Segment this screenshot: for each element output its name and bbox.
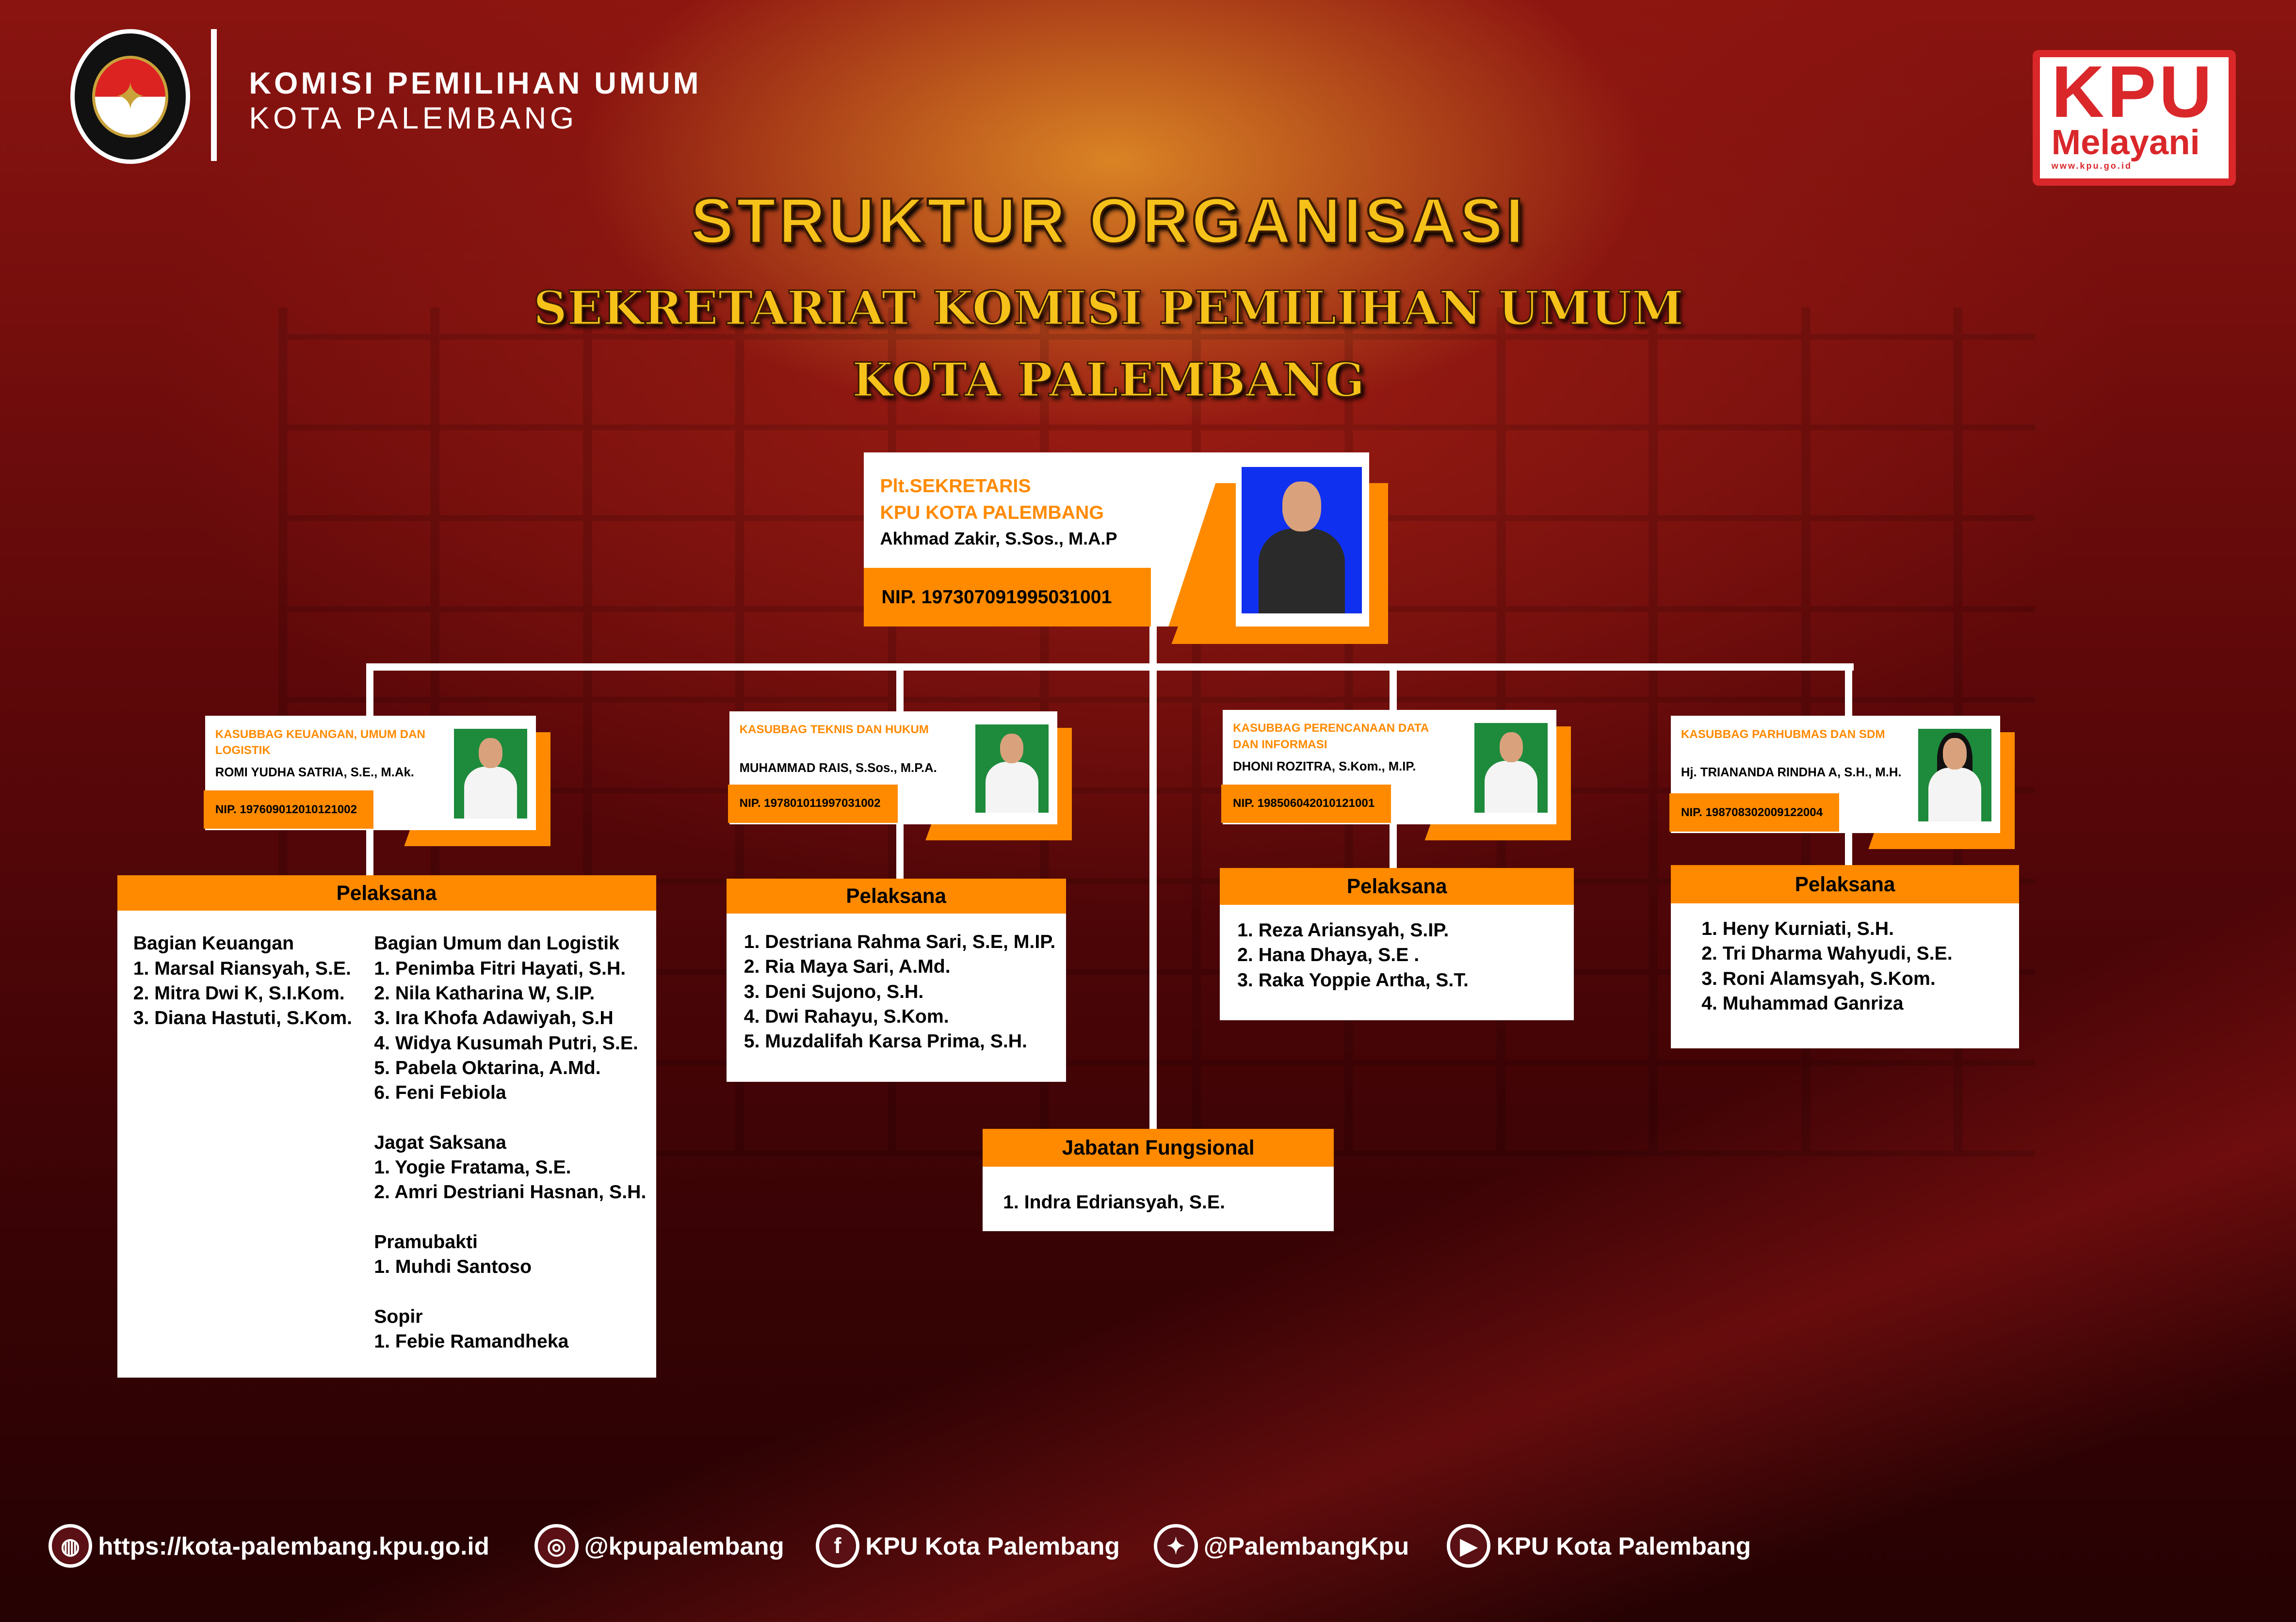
twitter-icon: ✦ <box>1154 1524 1198 1568</box>
footer-link-text: @kpupalembang <box>584 1532 784 1560</box>
footer-link-text: https://kota-palembang.kpu.go.id <box>98 1532 489 1560</box>
list-item: 3. Diana Hastuti, S.Kom. <box>133 1007 352 1029</box>
list-item: 1. Heny Kurniati, S.H. <box>1701 917 1894 939</box>
youtube-icon: ▶ <box>1447 1524 1491 1568</box>
subunit-photo <box>1469 717 1553 818</box>
footer-link[interactable] <box>816 1524 1120 1568</box>
footer-link[interactable] <box>534 1524 784 1568</box>
connector <box>1149 622 1157 1130</box>
list-item: 4. Muhammad Ganriza <box>1701 992 1904 1014</box>
kpu-emblem-logo <box>70 29 191 164</box>
list-item: Jagat Saksana <box>374 1131 506 1153</box>
pelaksana-list <box>117 911 656 1378</box>
list-item: 1. Yogie Fratama, S.E. <box>374 1156 571 1178</box>
subunit-role: KASUBBAG TEKNIS DAN HUKUM <box>739 723 929 737</box>
list-column <box>374 931 646 1378</box>
list-item: 1. Febie Ramandheka <box>374 1331 569 1352</box>
list-item: 1. Destriana Rahma Sari, S.E, M.IP. <box>744 931 1056 953</box>
pelaksana-header: Pelaksana <box>727 879 1066 914</box>
kpu-melayani-logo <box>2033 50 2236 186</box>
head-role: Plt.SEKRETARIS <box>880 475 1031 497</box>
list-item: 3. Ira Khofa Adawiyah, S.H <box>374 1007 614 1029</box>
footer-link[interactable] <box>1447 1524 1751 1568</box>
pelaksana-list <box>727 914 1066 1082</box>
header-divider <box>211 29 217 161</box>
subunit-name: Hj. TRIANANDA RINDHA A, S.H., M.H. <box>1681 766 1902 779</box>
globe-icon: ◍ <box>49 1524 93 1568</box>
badge-melayani: Melayani <box>2051 122 2200 162</box>
footer-link-text: KPU Kota Palembang <box>865 1532 1120 1560</box>
subunit-nip: NIP. 198708302009122004 <box>1669 793 1839 832</box>
list-item: Pramubakti <box>374 1231 478 1253</box>
badge-kpu: KPU <box>2051 57 2215 132</box>
page-subtitle-2: KOTA PALEMBANG <box>852 352 1365 407</box>
list-item: Sopir <box>374 1306 423 1328</box>
pelaksana-header: Pelaksana <box>117 875 656 911</box>
subunit-nip: NIP. 197609012010121002 <box>204 790 373 829</box>
pelaksana-header: Pelaksana <box>1671 865 2020 903</box>
list-item: 6. Feni Febiola <box>374 1082 506 1104</box>
head-photo <box>1236 461 1368 619</box>
footer-link-text: @PalembangKpu <box>1203 1532 1409 1560</box>
list-item: 2. Mitra Dwi K, S.I.Kom. <box>133 982 345 1004</box>
fungsional-list <box>983 1167 1334 1231</box>
list-item: 2. Ria Maya Sari, A.Md. <box>744 956 951 978</box>
list-item: 2. Amri Destriani Hasnan, S.H. <box>374 1181 647 1203</box>
list-item: 3. Roni Alamsyah, S.Kom. <box>1701 967 1936 989</box>
head-name: Akhmad Zakir, S.Sos., M.A.P <box>880 528 1117 548</box>
page-subtitle-1: SEKRETARIAT KOMISI PEMILIHAN UMUM <box>533 280 1684 336</box>
list-item: 1. Indra Edriansyah, S.E. <box>1003 1191 1225 1213</box>
org-city: KOTA PALEMBANG <box>249 101 578 136</box>
footer-link-text: KPU Kota Palembang <box>1496 1532 1751 1560</box>
subunit-photo <box>970 719 1054 818</box>
subunit-role: KASUBBAG PERENCANAAN DATA DAN INFORMASI <box>1233 722 1429 751</box>
list-item: 1. Muhdi Santoso <box>374 1256 532 1278</box>
subunit-nip: NIP. 197801011997031002 <box>728 785 898 823</box>
list-column <box>133 931 352 1378</box>
facebook-icon: f <box>816 1524 860 1568</box>
org-name: KOMISI PEMILIHAN UMUM <box>249 66 702 100</box>
subunit-name: ROMI YUDHA SATRIA, S.E., M.Ak. <box>215 766 414 779</box>
head-role-unit: KPU KOTA PALEMBANG <box>880 501 1104 523</box>
pelaksana-header: Pelaksana <box>1220 868 1574 905</box>
list-item: 1. Penimba Fitri Hayati, S.H. <box>374 957 626 979</box>
list-item: 4. Dwi Rahayu, S.Kom. <box>744 1006 949 1028</box>
list-item: 1. Reza Ariansyah, S.IP. <box>1237 919 1449 941</box>
subunit-photo <box>448 723 533 824</box>
list-item: 3. Raka Yoppie Artha, S.T. <box>1237 969 1469 991</box>
list-item: 3. Deni Sujono, S.H. <box>744 980 924 1002</box>
garuda-icon: ✦ <box>92 56 168 138</box>
list-item: 5. Muzdalifah Karsa Prima, S.H. <box>744 1030 1028 1052</box>
pelaksana-list <box>1220 905 1574 1021</box>
list-item: Bagian Umum dan Logistik <box>374 932 620 954</box>
footer-link[interactable] <box>1154 1524 1409 1568</box>
subunit-nip: NIP. 198506042010121001 <box>1221 785 1391 823</box>
head-nip: NIP. 197307091995031001 <box>864 568 1151 626</box>
list-item: 5. Pabela Oktarina, A.Md. <box>374 1057 601 1078</box>
list-item: 1. Marsal Riansyah, S.E. <box>133 957 351 979</box>
subunit-photo <box>1912 723 1997 827</box>
subunit-role: KASUBBAG KEUANGAN, UMUM DAN LOGISTIK <box>215 727 425 757</box>
instagram-icon: ◎ <box>534 1524 579 1568</box>
list-item: 2. Hana Dhaya, S.E . <box>1237 944 1420 966</box>
footer-link[interactable] <box>49 1524 489 1568</box>
pelaksana-list <box>1671 903 2020 1048</box>
list-item: Bagian Keuangan <box>133 932 294 954</box>
subunit-name: MUHAMMAD RAIS, S.Sos., M.P.A. <box>739 761 937 775</box>
list-item: 2. Tri Dharma Wahyudi, S.E. <box>1701 943 1953 964</box>
subunit-name: DHONI ROZITRA, S.Kom., M.IP. <box>1233 759 1416 773</box>
connector <box>366 663 1854 671</box>
list-item: 2. Nila Katharina W, S.IP. <box>374 982 595 1004</box>
page-title: STRUKTUR ORGANISASI <box>690 185 1527 257</box>
fungsional-header: Jabatan Fungsional <box>983 1129 1334 1167</box>
subunit-role: KASUBBAG PARHUBMAS DAN SDM <box>1681 727 1885 741</box>
badge-url: www.kpu.go.id <box>2051 161 2133 171</box>
list-item: 4. Widya Kusumah Putri, S.E. <box>374 1032 638 1054</box>
